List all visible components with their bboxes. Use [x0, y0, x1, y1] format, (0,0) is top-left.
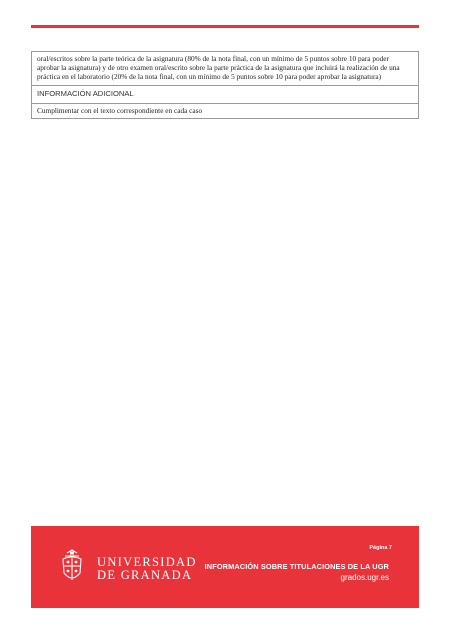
university-name [97, 556, 197, 582]
university-name-line1: UNIVERSIDAD [97, 555, 197, 569]
evaluation-text: oral/escritos sobre la parte teórica de la asignatura (80% de la nota final, con un mínimo de 5 puntos sobre 10 para poder aprobar la asignatura) y de otro examen oral/escrito sobre la parte práctica de la asignatura que incluirá la realización de una práctica en el laboratorio (20% de la nota final, con un mínimo de 5 puntos sobre 10 para poder aprobar la asignatura) [32, 52, 419, 86]
page-number: Página 7 [369, 545, 392, 551]
header-rule [31, 25, 419, 28]
university-name-line2: DE GRANADA [97, 568, 193, 582]
table-row [32, 52, 419, 86]
university-crest-icon [58, 549, 86, 585]
additional-info-text: Cumplimentar con el texto correspondiente en cada caso [32, 103, 419, 118]
content-table [31, 51, 419, 119]
additional-info-heading: INFORMACIÓN ADICIONAL [32, 85, 419, 103]
table-row [32, 103, 419, 118]
footer-url: grados.ugr.es [340, 573, 389, 582]
table-row [32, 85, 419, 103]
footer-info-label: INFORMACIÓN SOBRE TITULACIONES DE LA UGR [204, 562, 389, 571]
footer-banner [31, 526, 419, 608]
